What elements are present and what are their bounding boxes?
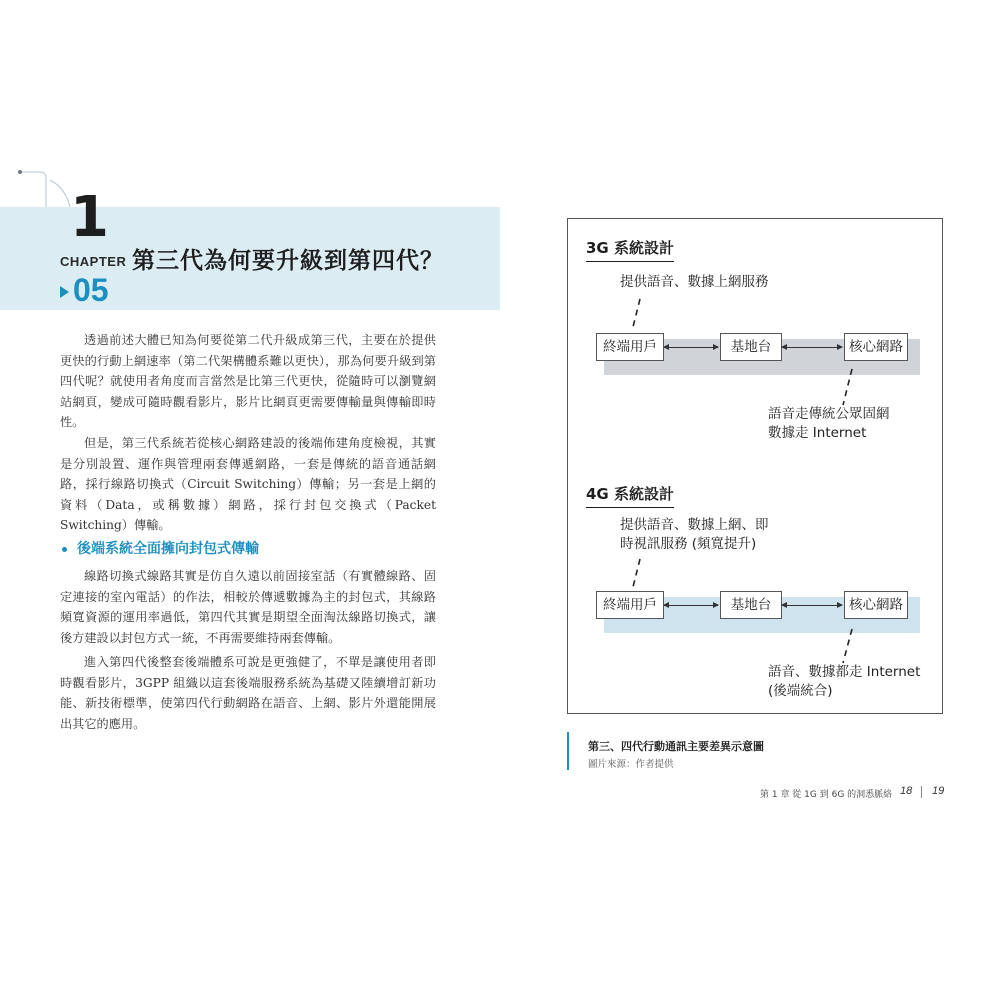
- diagram-3g-node-user: 終端用戶: [596, 333, 664, 361]
- chapter-label: CHAPTER: [60, 254, 127, 269]
- figure-source: 圖片來源：作者提供: [588, 759, 674, 770]
- diagram-4g-link-1: [664, 605, 718, 606]
- subheading-text: 後端系統全面擁向封包式傳輸: [77, 541, 259, 557]
- diagram-3g-top-note: 提供語音、數據上網服務: [620, 274, 769, 290]
- diagram-4g-node-user: 終端用戶: [596, 591, 664, 619]
- diagram-4g-dash-bottom: [838, 627, 858, 665]
- paragraph-3: 線路切換式線路其實是仿自久遠以前固接室話（有實體線路、固定連接的室內電話）的作法，相較於傳遞數據為主的封包式，其線路頻寬資源的運用率過低，第四代其實是期望全面淘汰線路切換式，讓後方建設以封包方式一統，不再需要維持兩套傳輸。: [60, 569, 436, 645]
- running-head: 第 1 章 從 1G 到 6G 的洞悉脈絡: [760, 790, 893, 800]
- diagram-3g-link-2: [782, 347, 842, 348]
- caption-accent-bar: [567, 732, 569, 770]
- paragraph-2: 但是，第三代系統若從核心網路建設的後端佈建角度檢視，其實是分別設置、運作與管理兩套傳遞網路，一套是傳統的語音通話網路，採行線路切換式（Circuit Switching）傳輸；另一套是上網的資料（Data，或稱數據）網路，採行封包交換式（Packet Switching）傳輸。: [60, 436, 436, 532]
- figure-caption: 第三、四代行動通訊主要差異示意圖: [588, 740, 764, 753]
- diagram-3g-bottom-note: 語音走傳統公眾固網 數據走 Internet: [768, 406, 890, 441]
- diagram-3g-dash-bottom: [838, 367, 858, 407]
- diagram-4g-top-note: 提供語音、數據上網、即 時視訊服務 (頻寬提升): [620, 517, 769, 552]
- page-number-right: 19: [932, 785, 945, 797]
- page-number-left: 18: [900, 785, 913, 797]
- diagram-3g-dash-top: [626, 297, 646, 333]
- section-arrow-icon: [60, 286, 69, 298]
- diagram-4g-node-bts: 基地台: [720, 591, 782, 619]
- diagram-4g-node-core: 核心網路: [844, 591, 908, 619]
- chapter-title: 第三代為何要升級到第四代？: [132, 248, 444, 274]
- paragraph-4: 進入第四代後整套後端體系可說是更強健了，不單是讓使用者即時觀看影片，3GPP 組織以這套後端服務系統為基礎又陸續增訂新功能、新技術標準，使第四代行動網路在語音、上網、影片外還能開展出其它的應用。: [60, 655, 436, 731]
- chapter-number: 1: [70, 185, 109, 250]
- subheading: [62, 538, 259, 558]
- paragraph-1: 透過前述大體已知為何要從第二代升級成第三代，主要在於提供更快的行動上網速率（第二代架構體系難以更快），那為何要升級到第四代呢？就使用者角度而言當然是比第三代更快，從隨時可以瀏覽網站網頁，變成可隨時觀看影片，影片比網頁更需要傳輸量與傳輸即時性。: [60, 333, 436, 429]
- page-separator: [921, 786, 922, 798]
- diagram-3g-link-1: [664, 347, 718, 348]
- diagram-4g-bottom-note: 語音、數據都走 Internet (後端統合): [768, 664, 921, 699]
- diagram-3g-node-bts: 基地台: [720, 333, 782, 361]
- bullet-icon: [62, 547, 67, 552]
- network-diagram: [567, 218, 943, 714]
- section-number: 05: [73, 272, 109, 308]
- diagram-4g-title: 4G 系統設計: [586, 483, 674, 508]
- diagram-4g-dash-top: [626, 557, 646, 593]
- diagram-4g-link-2: [782, 605, 842, 606]
- diagram-3g-node-core: 核心網路: [844, 333, 908, 361]
- diagram-3g-title: 3G 系統設計: [586, 237, 674, 262]
